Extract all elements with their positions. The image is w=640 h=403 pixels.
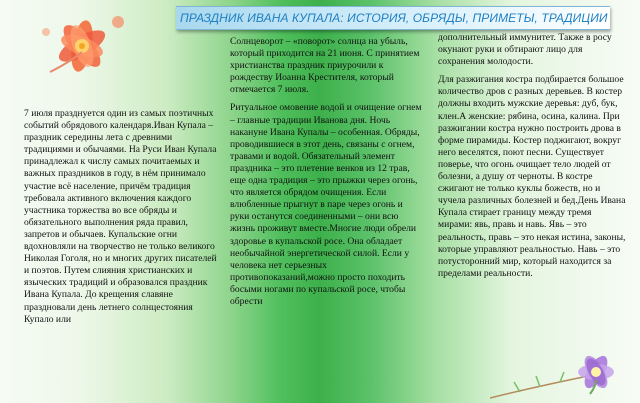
paragraph: Солнцеворот – «поворот» солнца на убыль, который приходится на 21 июня. С принятием христианства праздник приурочили к рождеству Иоанна Крестителя, который отмечается 7 июля. bbox=[230, 36, 420, 96]
page-title: ПРАЗДНИК ИВАНА КУПАЛА: ИСТОРИЯ, ОБРЯДЫ, ПРИМЕТЫ, ТРАДИЦИИ bbox=[180, 11, 608, 25]
title-banner bbox=[176, 6, 610, 30]
purple-flower-decoration-icon bbox=[560, 342, 632, 403]
paragraph: дополнительный иммунитет. Также в росу окунают руки и обтирают лицо для сохранения молодости. bbox=[438, 32, 612, 68]
text-column-2 bbox=[230, 36, 422, 314]
paragraph: 7 июля празднуется один из самых поэтичных событий обрядового календаря.Иван Купала – праздник середины лета с древними традициями и обычаями. На Руси Иван Купала принадлежал к числу самых почитаемых и важных праздников в году, в нём принимало участие всё население, причём традиция требовала активного включения каждого участника торжества во все обряды и обязательного выполнения ряда правил, запретов и обычаев. Купальские огни вдохновляли на творчество не только великого Николая Гоголя, но и многих других писателей и поэтов. Путем слияния христианских и языческих традиций и образовался праздник Ивана Купала. До крещения славяне праздновали день летнего солнцестояния Купало или bbox=[24, 108, 217, 325]
red-flower-decoration-icon bbox=[30, 2, 140, 92]
paragraph: Для разжигания костра подбирается большое количество дров с разных деревьев. В костер должны входить мужские деревья: дуб, бук, клен.А женские: рябина, осина, калина. При разжигании костра нужно построить дрова в форме пирамиды. Костер поджигают, вокруг него веселятся, поют песни. Существует поверье, что огонь очищает тело людей от болезни, а душу от черноты. В костре сжигают не только куклы божеств, но и чучела различных болезней и бед.День Ивана Купала стирает границу между тремя мирами: явь, правь и навь. Явь – это реальность, правь – это некая истина, законы, которые управляют реальностью. Навь – это потусторонний мир, который находится за пределами реальности. bbox=[438, 74, 626, 279]
paragraph: Ритуальное омовение водой и очищение огнем – главные традиции Иванова дня. Ночь накануне Ивана Купалы – особенная. Обряды, проводившиеся в этот день, связаны с огнем, травами и водой. Обязательный элемент праздника – это плетение венков из 12 трав, еще одна традиция – это прыжки через огонь, что является обрядом очищения. Если влюбленные прыгнут в паре через огонь и руки останутся соединенными – они всю жизнь проживут вместе.Многие люди обрели здоровье в купальской росе. Она обладает необычайной энергетической силой. Если у человека нет серьезных противопоказаний,можно просто походить босыми ногами по купальской росе, чтобы обрести bbox=[230, 102, 422, 307]
text-column-1 bbox=[24, 108, 220, 332]
text-column-3 bbox=[438, 32, 626, 286]
